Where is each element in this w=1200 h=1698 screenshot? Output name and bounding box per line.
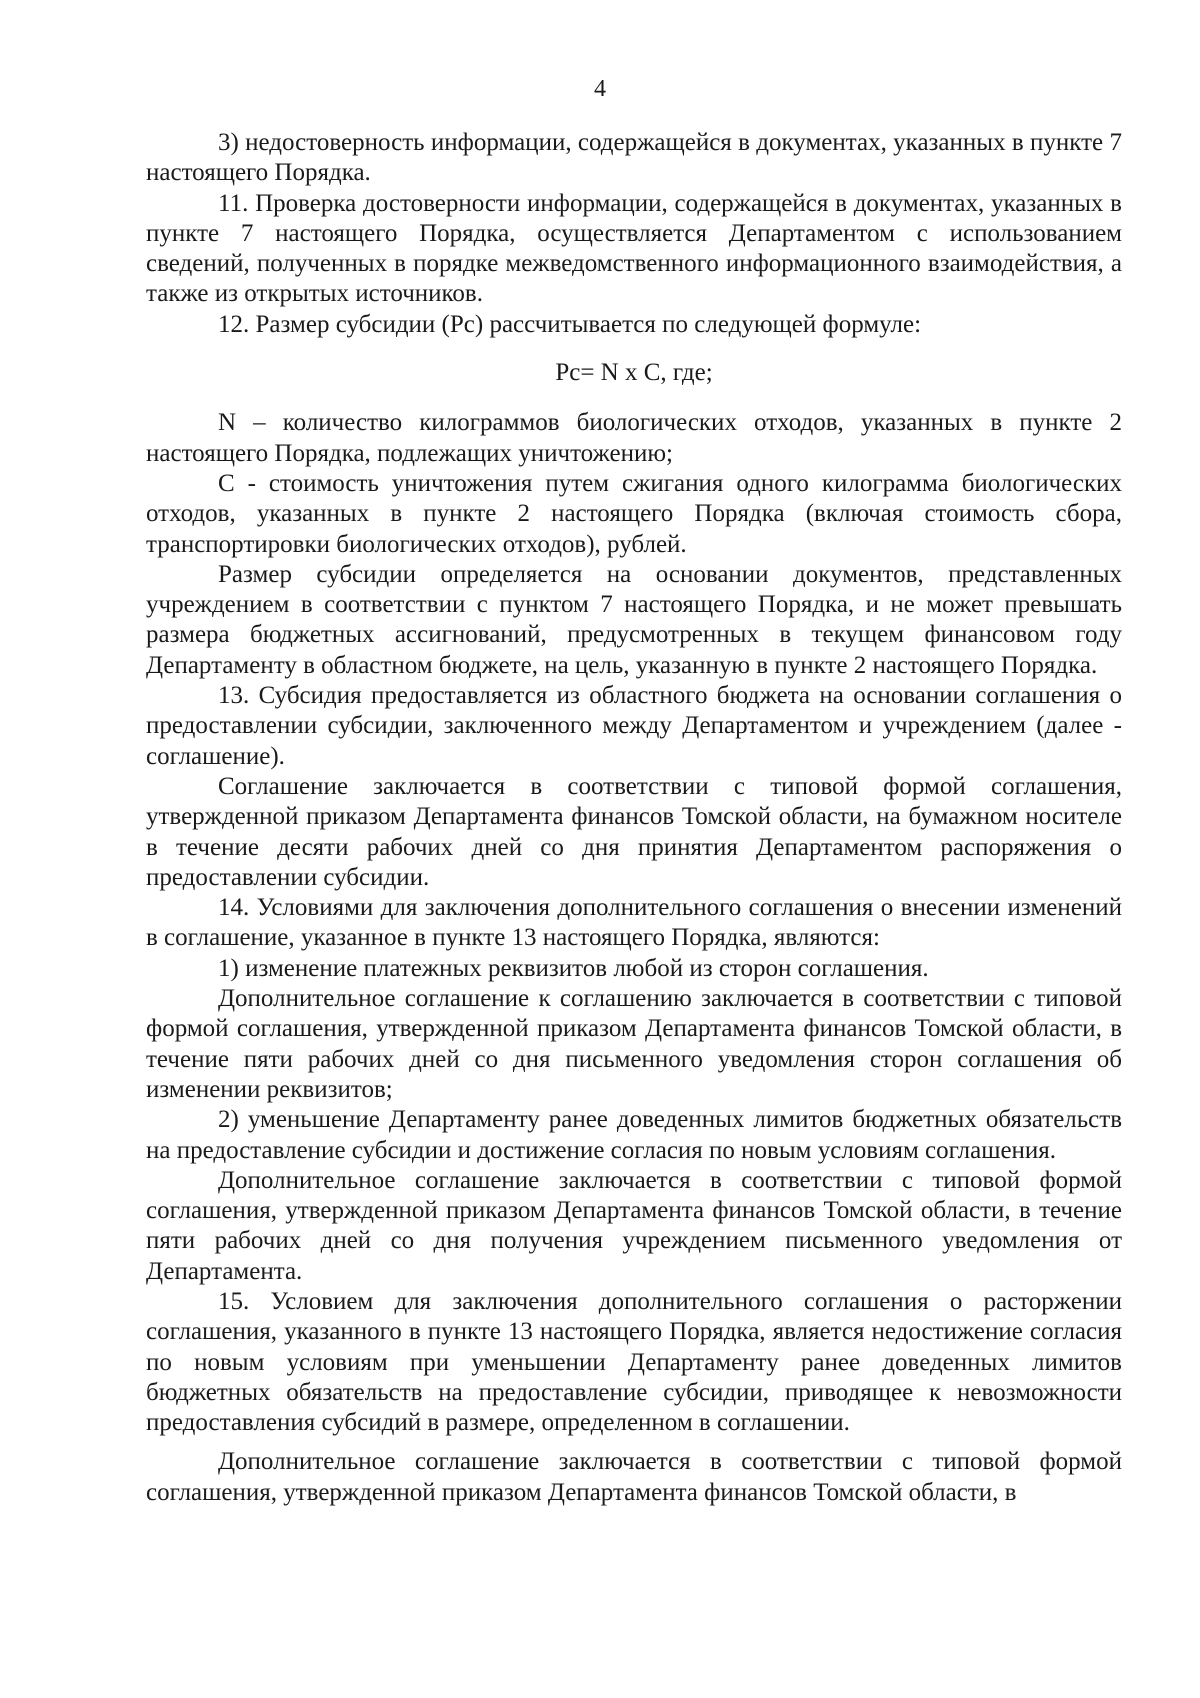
paragraph-item-2: 2) уменьшение Департаменту ранее доведенных лимитов бюджетных обязательств на предоставление субсидии и достижение согласия по новым условиям соглашения. — [146, 1106, 1122, 1164]
formula-definition-n: N – количество килограммов биологических отходов, указанных в пункте 2 настоящего Порядка, подлежащих уничтожению; — [146, 409, 1122, 467]
document-body — [146, 128, 1122, 1508]
paragraph-item-1: 1) изменение платежных реквизитов любой из сторон соглашения. — [218, 954, 929, 982]
formula-definition-c: С - стоимость уничтожения путем сжигания одного килограмма биологических отходов, указанных в пункте 2 настоящего Порядка (включая стоимость сбора, транспортировки биологических отходов), рублей. — [146, 469, 1122, 558]
page-number: 4 — [594, 76, 606, 102]
paragraph-section-11: 11. Проверка достоверности информации, содержащейся в документах, указанных в пункте 7 настоящего Порядка, осуществляется Департаментом с использованием сведений, полученных в порядке межведомственного информационного взаимодействия, а также из открытых источников. — [146, 189, 1122, 308]
paragraph-section-14: 14. Условиями для заключения дополнительного соглашения о внесении изменений в соглашение, указанное в пункте 13 настоящего Порядка, являются: — [146, 894, 1122, 952]
paragraph-additional-agreement-1: Дополнительное соглашение к соглашению заключается в соответствии с типовой формой соглашения, утвержденной приказом Департамента финансов Томской области, в течение пяти рабочих дней со дня письменного уведомления сторон соглашения об изменении реквизитов; — [146, 985, 1122, 1103]
paragraph-section-15: 15. Условием для заключения дополнительного соглашения о расторжении соглашения, указанного в пункте 13 настоящего Порядка, является недостижение согласия по новым условиям при уменьшении Департаменту ранее доведенных лимитов бюджетных обязательств на предоставление субсидии, приводящее к невозможности предоставления субсидий в размере, определенном в соглашении. — [146, 1287, 1122, 1437]
paragraph-additional-agreement-3: Дополнительное соглашение заключается в соответствии с типовой формой соглашения, утвержденной приказом Департамента финансов Томской области, в — [146, 1448, 1122, 1506]
paragraph-additional-agreement-2: Дополнительное соглашение заключается в соответствии с типовой формой соглашения, утвержденной приказом Департамента финансов Томской области, в течение пяти рабочих дней со дня получения учреждением письменного уведомления от Департамента. — [146, 1166, 1122, 1285]
paragraph-item-3: 3) недостоверность информации, содержащейся в документах, указанных в пункте 7 настоящего Порядка. — [146, 129, 1122, 187]
paragraph-section-12: 12. Размер субсидии (Рс) рассчитывается по следующей формуле: — [218, 310, 922, 338]
paragraph-section-13: 13. Субсидия предоставляется из областного бюджета на основании соглашения о предоставлении субсидии, заключенного между Департаментом и учреждением (далее - соглашение). — [146, 682, 1122, 770]
subsidy-formula: Рс= N х С, где; — [555, 359, 713, 387]
paragraph-subsidy-size: Размер субсидии определяется на основании документов, представленных учреждением в соответствии с пунктом 7 настоящего Порядка, и не может превышать размера бюджетных ассигнований, предусмотренных в текущем финансовом году Департаменту в областном бюджете, на цель, указанную в пункте 2 настоящего Порядка. — [146, 560, 1122, 679]
paragraph-agreement-conclusion: Соглашение заключается в соответствии с типовой формой соглашения, утвержденной приказом Департамента финансов Томской области, на бумажном носителе в течение десяти рабочих дней со дня принятия Департаментом распоряжения о предоставлении субсидии. — [146, 772, 1122, 891]
